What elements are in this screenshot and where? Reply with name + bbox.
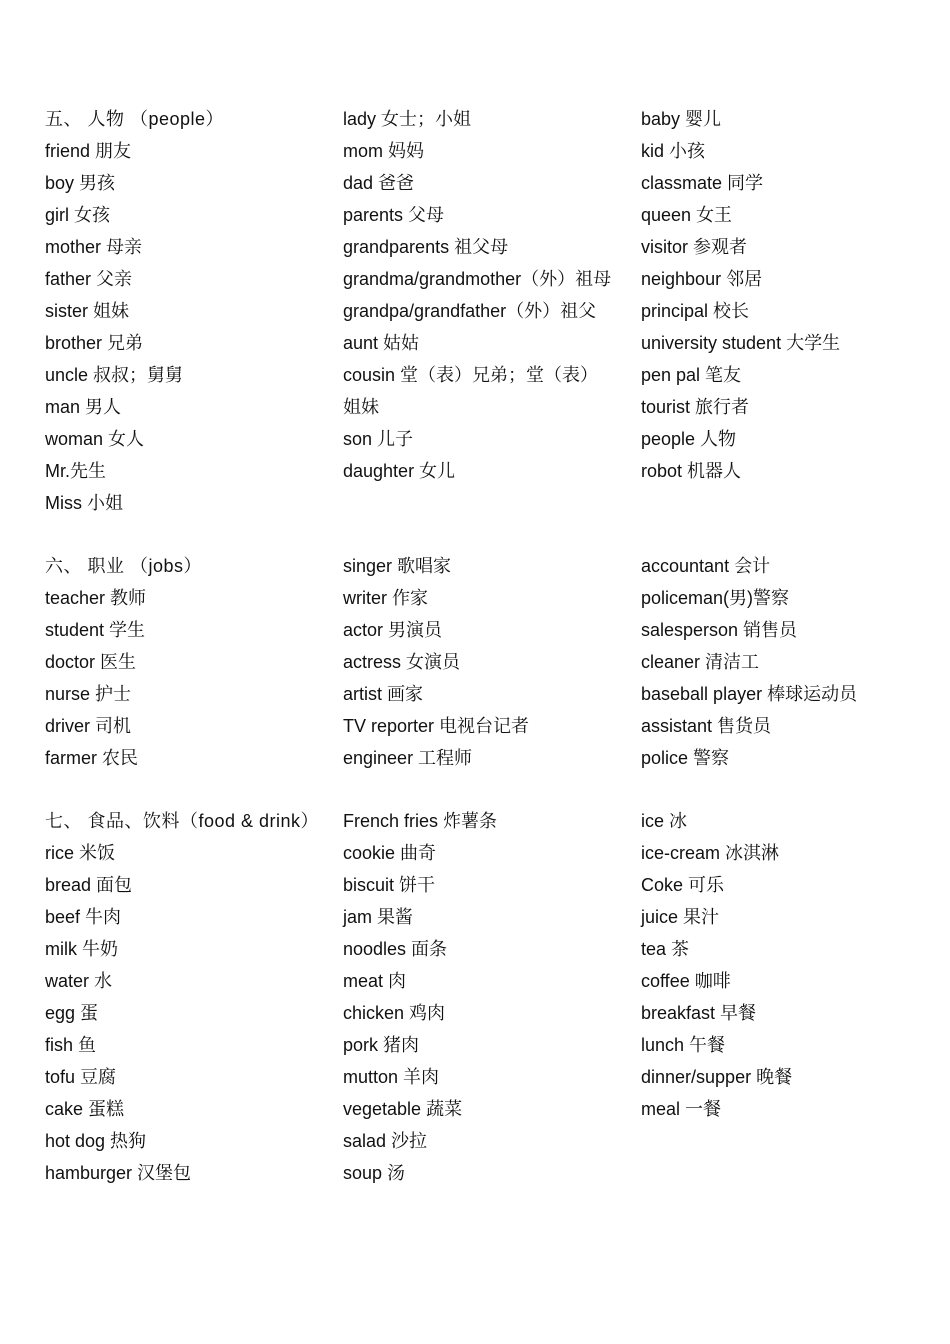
- vocab-item: farmer 农民: [45, 748, 139, 768]
- vocab-item: breakfast 早餐: [641, 1003, 757, 1023]
- vocab-item: brother 兄弟: [45, 333, 144, 353]
- food-column-3: [641, 805, 941, 1125]
- vocab-item: lady 女士；小姐: [343, 109, 472, 129]
- vocab-item: engineer 工程师: [343, 748, 473, 768]
- vocab-item: salad 沙拉: [343, 1131, 428, 1151]
- vocab-item: beef 牛肉: [45, 907, 122, 927]
- vocab-item: Miss 小姐: [45, 493, 123, 513]
- vocab-item: water 水: [45, 971, 113, 991]
- vocab-item: police 警察: [641, 748, 730, 768]
- vocab-item: classmate 同学: [641, 173, 764, 193]
- vocab-item: mother 母亲: [45, 237, 143, 257]
- vocab-item: mom 妈妈: [343, 141, 424, 161]
- vocab-item: grandparents 祖父母: [343, 237, 509, 257]
- vocab-item: doctor 医生: [45, 652, 137, 672]
- food-column-2: [343, 805, 615, 1189]
- vocab-item: dinner/supper 晚餐: [641, 1067, 793, 1087]
- vocab-item: coffee 咖啡: [641, 971, 731, 991]
- vocab-item: people 人物: [641, 429, 737, 449]
- vocab-item: visitor 参观者: [641, 237, 748, 257]
- vocab-item: baseball player 棒球运动员: [641, 684, 858, 704]
- vocab-item: singer 歌唱家: [343, 556, 452, 576]
- vocab-item: artist 画家: [343, 684, 424, 704]
- vocab-item: French fries 炸薯条: [343, 811, 498, 831]
- jobs-column-3: [641, 550, 941, 774]
- vocab-item: actress 女演员: [343, 652, 461, 672]
- vocab-item: pork 猪肉: [343, 1035, 420, 1055]
- vocab-item: father 父亲: [45, 269, 133, 289]
- vocab-item: robot 机器人: [641, 461, 742, 481]
- vocab-item: actor 男演员: [343, 620, 443, 640]
- section-heading: 七、 食品、饮料（food & drink）: [45, 811, 320, 831]
- vocab-item: grandpa/grandfather（外）祖父: [343, 301, 597, 321]
- vocab-item: jam 果酱: [343, 907, 414, 927]
- jobs-column-2: [343, 550, 615, 774]
- vocab-item: driver 司机: [45, 716, 132, 736]
- vocab-item: teacher 教师: [45, 588, 147, 608]
- vocab-item: tofu 豆腐: [45, 1067, 117, 1087]
- vocab-item: sister 姐妹: [45, 301, 130, 321]
- vocab-item: juice 果汁: [641, 907, 720, 927]
- vocab-item: student 学生: [45, 620, 146, 640]
- vocab-item: principal 校长: [641, 301, 750, 321]
- vocab-item: tea 茶: [641, 939, 690, 959]
- vocab-item: meal 一餐: [641, 1099, 722, 1119]
- vocab-item: uncle 叔叔；舅舅: [45, 365, 184, 385]
- vocab-item: hamburger 汉堡包: [45, 1163, 192, 1183]
- vocab-item: cookie 曲奇: [343, 843, 437, 863]
- vocab-item: hot dog 热狗: [45, 1131, 147, 1151]
- vocab-item: grandma/grandmother（外）祖母: [343, 269, 612, 289]
- vocab-item: queen 女王: [641, 205, 733, 225]
- vocab-item: parents 父母: [343, 205, 445, 225]
- vocab-item: university student 大学生: [641, 333, 841, 353]
- vocab-item: nurse 护士: [45, 684, 132, 704]
- vocab-item: pen pal 笔友: [641, 365, 742, 385]
- vocab-item: Mr.先生: [45, 461, 106, 481]
- people-column-2: [343, 103, 615, 487]
- vocab-item: friend 朋友: [45, 141, 132, 161]
- vocab-item: bread 面包: [45, 875, 133, 895]
- vocab-item: salesperson 销售员: [641, 620, 798, 640]
- people-column-3: [641, 103, 941, 487]
- vocab-item: aunt 姑姑: [343, 333, 420, 353]
- people-column-1: [45, 103, 335, 519]
- vocab-item: cake 蛋糕: [45, 1099, 125, 1119]
- vocab-item: man 男人: [45, 397, 122, 417]
- jobs-column-1: [45, 550, 335, 774]
- vocab-item: dad 爸爸: [343, 173, 415, 193]
- vocab-item: daughter 女儿: [343, 461, 456, 481]
- vocab-item: ice 冰: [641, 811, 688, 831]
- vocab-item: biscuit 饼干: [343, 875, 436, 895]
- vocab-item: rice 米饭: [45, 843, 116, 863]
- vocab-item: mutton 羊肉: [343, 1067, 440, 1087]
- vocab-item: Coke 可乐: [641, 875, 725, 895]
- vocab-item: accountant 会计: [641, 556, 771, 576]
- vocab-item: milk 牛奶: [45, 939, 118, 959]
- vocab-item: boy 男孩: [45, 173, 116, 193]
- vocab-item: fish 鱼: [45, 1035, 97, 1055]
- vocab-item: cousin 堂（表）兄弟；堂（表）姐妹: [343, 365, 599, 417]
- vocab-item: TV reporter 电视台记者: [343, 716, 530, 736]
- vocab-item: girl 女孩: [45, 205, 111, 225]
- vocab-item: son 儿子: [343, 429, 414, 449]
- vocab-item: lunch 午餐: [641, 1035, 726, 1055]
- vocab-item: chicken 鸡肉: [343, 1003, 446, 1023]
- vocab-item: vegetable 蔬菜: [343, 1099, 463, 1119]
- vocab-item: woman 女人: [45, 429, 145, 449]
- vocab-item: policeman(男)警察: [641, 588, 790, 608]
- vocab-item: cleaner 清洁工: [641, 652, 760, 672]
- vocab-item: neighbour 邻居: [641, 269, 763, 289]
- section-heading: 六、 职业 （jobs）: [45, 556, 203, 576]
- vocab-item: noodles 面条: [343, 939, 448, 959]
- vocab-item: meat 肉: [343, 971, 407, 991]
- vocab-item: kid 小孩: [641, 141, 706, 161]
- vocab-item: tourist 旅行者: [641, 397, 750, 417]
- vocab-item: soup 汤: [343, 1163, 406, 1183]
- section-heading: 五、 人物 （people）: [45, 109, 225, 129]
- vocab-item: egg 蛋: [45, 1003, 99, 1023]
- vocab-item: assistant 售货员: [641, 716, 772, 736]
- vocab-item: baby 婴儿: [641, 109, 722, 129]
- vocab-item: ice-cream 冰淇淋: [641, 843, 780, 863]
- food-column-1: [45, 805, 335, 1189]
- vocab-item: writer 作家: [343, 588, 428, 608]
